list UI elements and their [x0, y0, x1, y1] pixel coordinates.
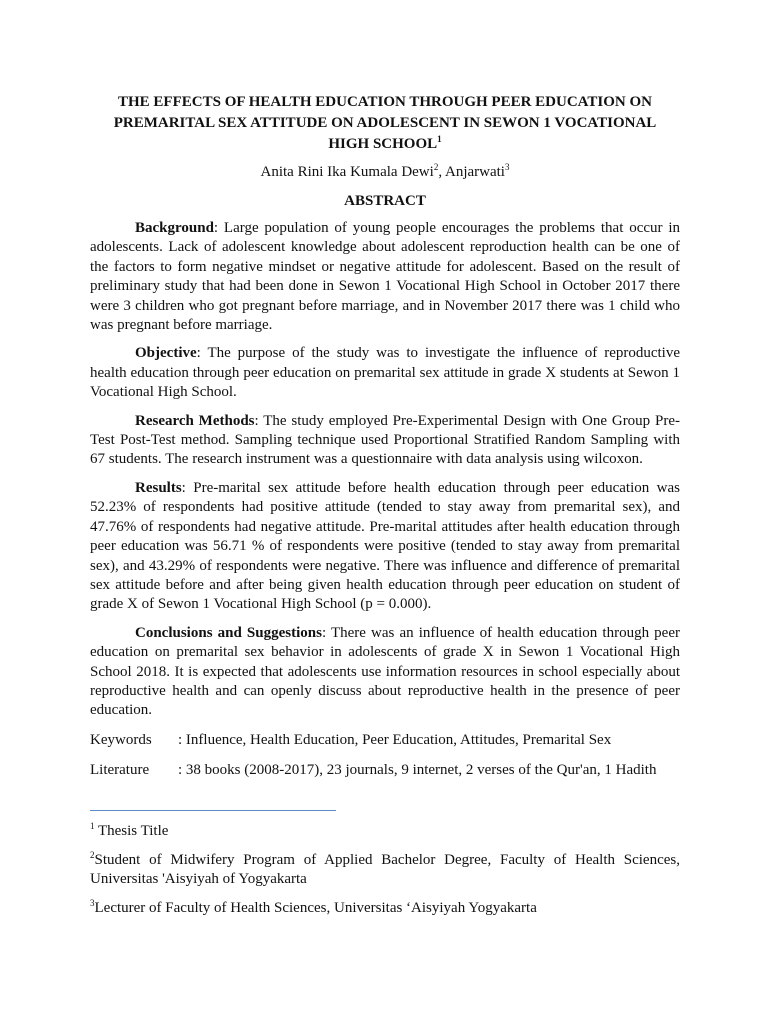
- author-separator: ,: [438, 164, 445, 180]
- methods-label: Research Methods: [135, 412, 255, 429]
- background-text: : Large population of young people encourages the problems that occur in adolescents. Lack of adolescent knowledge about adolescent reproduction health can be one of the factors to form negative mindset or negative attitude for adolescent. Based on the result of preliminary study that had been done in Sewon 1 Vocational High School in October 2017 there were 3 children who got pregnant before marriage, and in November 2017 there was 1 child who was pregnant before marriage.: [90, 220, 680, 334]
- conclusions-label: Conclusions and Suggestions: [135, 624, 322, 641]
- title-line-3: [90, 134, 680, 155]
- title-line-3-text: HIGH SCHOOL: [328, 136, 438, 152]
- footnotes: [90, 822, 680, 927]
- literature-row: [90, 760, 680, 780]
- results-text: : Pre-marital sex attitude before health education through peer education was 52.23% of respondents had positive attitude (tended to stay away from premarital sex), and 47.76% of respondents had negative attitude. Pre-marital attitudes after health education through peer education was 56.71 % of respondents were positive (tended to stay away from premarital sex), and 43.29% of respondents were negative. There was influence and difference of premarital sex attitude before and after being given health education through peer education on student of grade X of Sewon 1 Vocational High School (p = 0.000).: [90, 479, 680, 613]
- literature-label: Literature: [90, 761, 150, 778]
- paper-title: [90, 92, 680, 155]
- footnote-3: [90, 899, 680, 919]
- abstract-heading: ABSTRACT: [344, 193, 426, 209]
- author-1: Anita Rini Ika Kumala Dewi: [260, 164, 434, 180]
- footnote-1: [90, 822, 680, 842]
- background-label: Background: [135, 220, 214, 236]
- literature-value: : 38 books (2008-2017), 23 journals, 9 internet, 2 verses of the Qur'an, 1 Hadith: [178, 761, 657, 778]
- conclusions-text: : There was an influence of health education through peer education on premarital sex behavior in adolescents of grade X in Sewon 1 Vocational High School 2018. It is expected that adolescents use information resources in school especially about reproductive health and can openly discuss about reproductive health in the presence of peer education.: [90, 624, 680, 719]
- results-label: Results: [135, 479, 182, 496]
- background-paragraph: [90, 219, 680, 335]
- abstract-body: [90, 219, 680, 790]
- author-1-footnote-mark: 2: [433, 162, 439, 172]
- footnote-3-number: 3: [90, 897, 95, 908]
- conclusions-paragraph: [90, 624, 680, 721]
- footnote-3-text: Lecturer of Faculty of Health Sciences, Universitas ‘Aisyiyah Yogyakarta: [94, 899, 537, 916]
- footnote-1-text: Thesis Title: [94, 823, 169, 839]
- keywords-label: Keywords: [90, 731, 152, 748]
- objective-label: Objective: [135, 345, 197, 362]
- keywords-value: : Influence, Health Education, Peer Education, Attitudes, Premarital Sex: [178, 731, 612, 748]
- objective-text: : The purpose of the study was to investigate the influence of reproductive health education through peer education on premarital sex attitude in grade X students at Sewon 1 Vocational High School.: [90, 345, 680, 401]
- footnote-2-number: 2: [90, 849, 95, 860]
- methods-paragraph: [90, 412, 680, 470]
- title-line-1: THE EFFECTS OF HEALTH EDUCATION THROUGH PEER EDUCATION ON: [118, 94, 652, 110]
- author-2-footnote-mark: 3: [504, 162, 510, 172]
- footnote-1-number: 1: [90, 821, 95, 831]
- footnote-2: [90, 851, 680, 890]
- methods-text: : The study employed Pre-Experimental Design with One Group Pre-Test Post-Test method. Sampling technique used Proportional Stratified Random Sampling with 67 students. The research instrument was a questionnaire with data analysis using wilcoxon.: [90, 412, 680, 468]
- author-line: [90, 162, 680, 182]
- objective-paragraph: [90, 344, 680, 402]
- results-paragraph: [90, 479, 680, 615]
- footnote-divider: [90, 810, 336, 811]
- keywords-row: [90, 730, 680, 750]
- author-2: Anjarwati: [445, 164, 505, 180]
- title-footnote-mark: 1: [437, 134, 442, 144]
- title-line-2: PREMARITAL SEX ATTITUDE ON ADOLESCENT IN SEWON 1 VOCATIONAL: [113, 115, 657, 131]
- footnote-2-text: Student of Midwifery Program of Applied Bachelor Degree, Faculty of Health Sciences, Universitas 'Aisyiyah of Yogyakarta: [90, 851, 680, 887]
